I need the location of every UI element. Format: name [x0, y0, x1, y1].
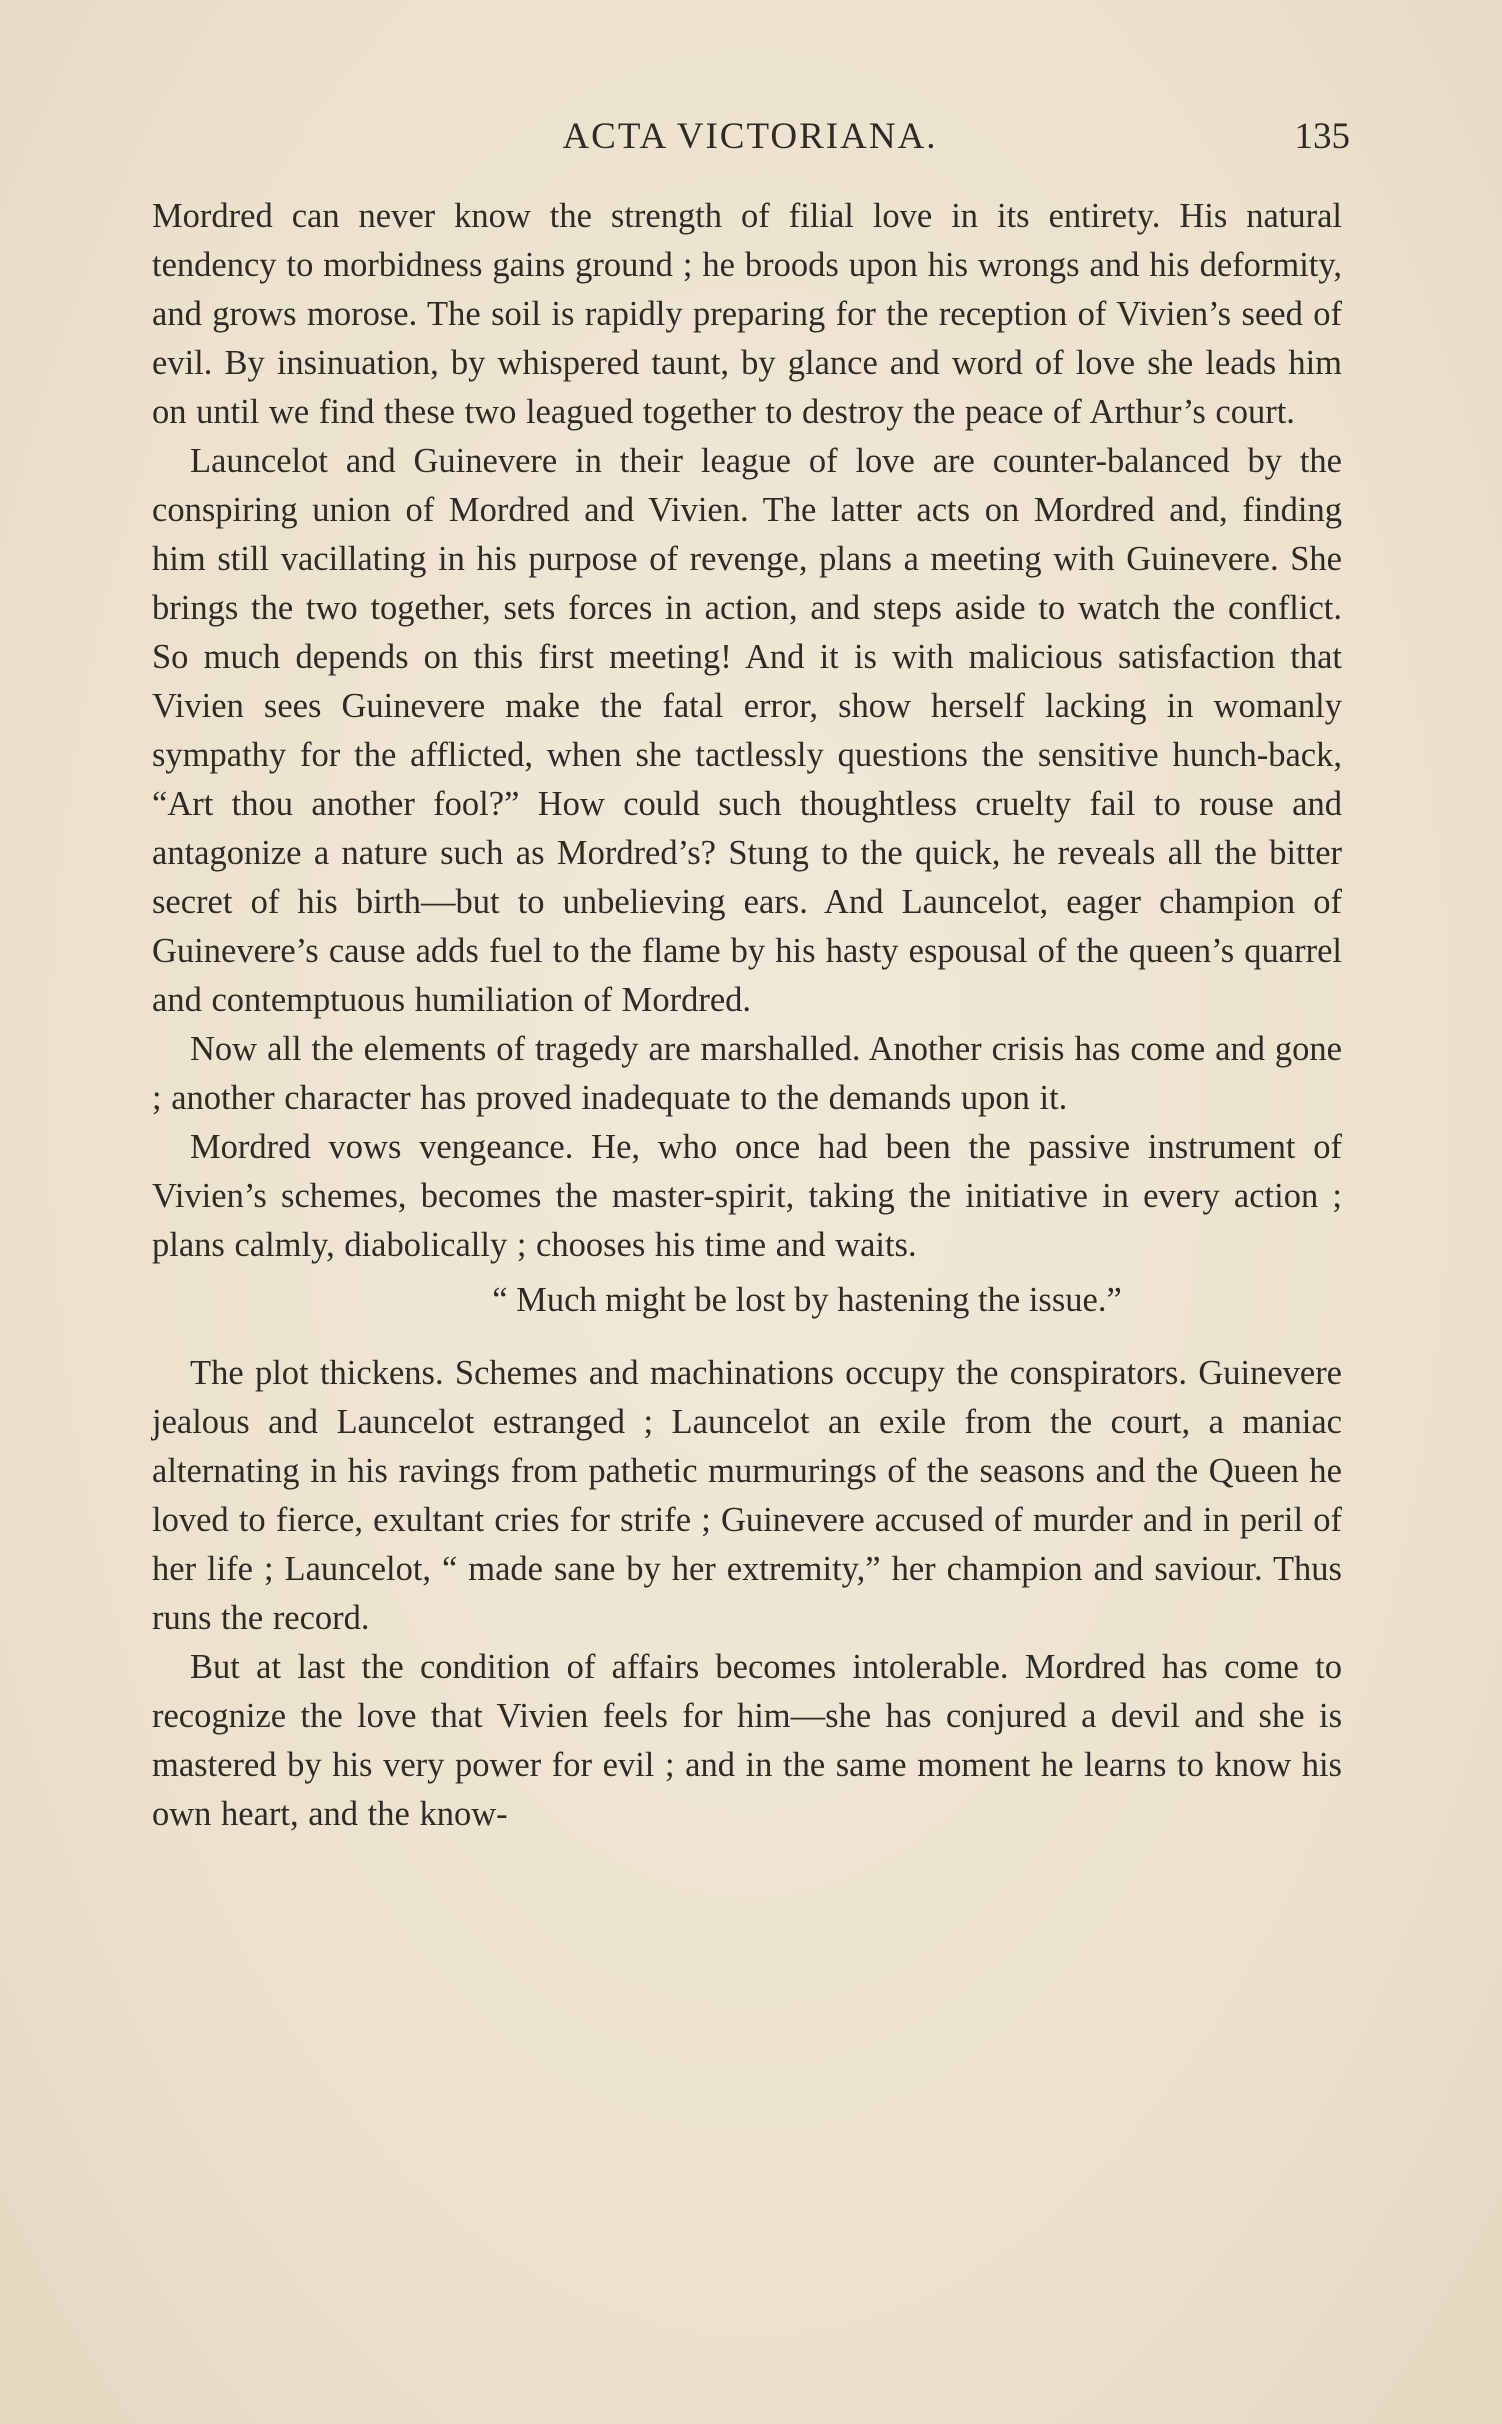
block-quote: “ Much might be lost by hastening the issue.” [492, 1281, 1122, 1319]
body-text [152, 192, 1342, 1839]
running-head [150, 112, 1350, 162]
page-number: 135 [1294, 116, 1350, 157]
paragraph-6: But at last the condition of affairs becomes intolerable. Mordred has come to recognize the love that Vivien feels for him—she has conjured a devil and she is mastered by his very power for evil ; and in the same moment he learns to know his own heart, and the know- [152, 1648, 1342, 1833]
paragraph-3: Now all the elements of tragedy are marshalled. Another crisis has come and gone ; another character has proved inadequate to the demands upon it. [152, 1030, 1342, 1117]
paragraph-1: Mordred can never know the strength of filial love in its entirety. His natural tendency to morbidness gains ground ; he broods upon his wrongs and his deformity, and grows morose. The soil is rapidly preparing for the reception of Vivien’s seed of evil. By insinuation, by whispered taunt, by glance and word of love she leads him on until we find these two leagued together to destroy the peace of Arthur’s court. [152, 197, 1342, 431]
paragraph-2: Launcelot and Guinevere in their league of love are counter-balanced by the conspiring union of Mordred and Vivien. The latter acts on Mordred and, finding him still vacillating in his purpose of revenge, plans a meeting with Guinevere. She brings the two together, sets forces in action, and steps aside to watch the conflict. So much depends on this first meeting! And it is with malicious satisfaction that Vivien sees Guinevere make the fatal error, show herself lacking in womanly sympathy for the afflicted, when she tactlessly questions the sensitive hunch-back, “Art thou another fool?” How could such thoughtless cruelty fail to rouse and antagonize a nature such as Mordred’s? Stung to the quick, he reveals all the bitter secret of his birth—but to unbelieving ears. And Launcelot, eager champion of Guinevere’s cause adds fuel to the flame by his hasty espousal of the queen’s quarrel and contemptuous humiliation of Mordred. [152, 442, 1342, 1019]
paragraph-5: The plot thickens. Schemes and machinations occupy the conspirators. Guinevere jealous and Launcelot estranged ; Launcelot an exile from the court, a maniac alternating in his ravings from pathetic murmurings of the seasons and the Queen he loved to fierce, exultant cries for strife ; Guinevere accused of murder and in peril of her life ; Launcelot, “ made sane by her extremity,” her champion and saviour. Thus runs the record. [152, 1354, 1342, 1637]
running-title: ACTA VICTORIANA. [562, 116, 938, 157]
paragraph-4: Mordred vows vengeance. He, who once had been the passive instrument of Vivien’s schemes, becomes the master-spirit, taking the initiative in every action ; plans calmly, diabolically ; chooses his time and waits. [152, 1128, 1342, 1264]
